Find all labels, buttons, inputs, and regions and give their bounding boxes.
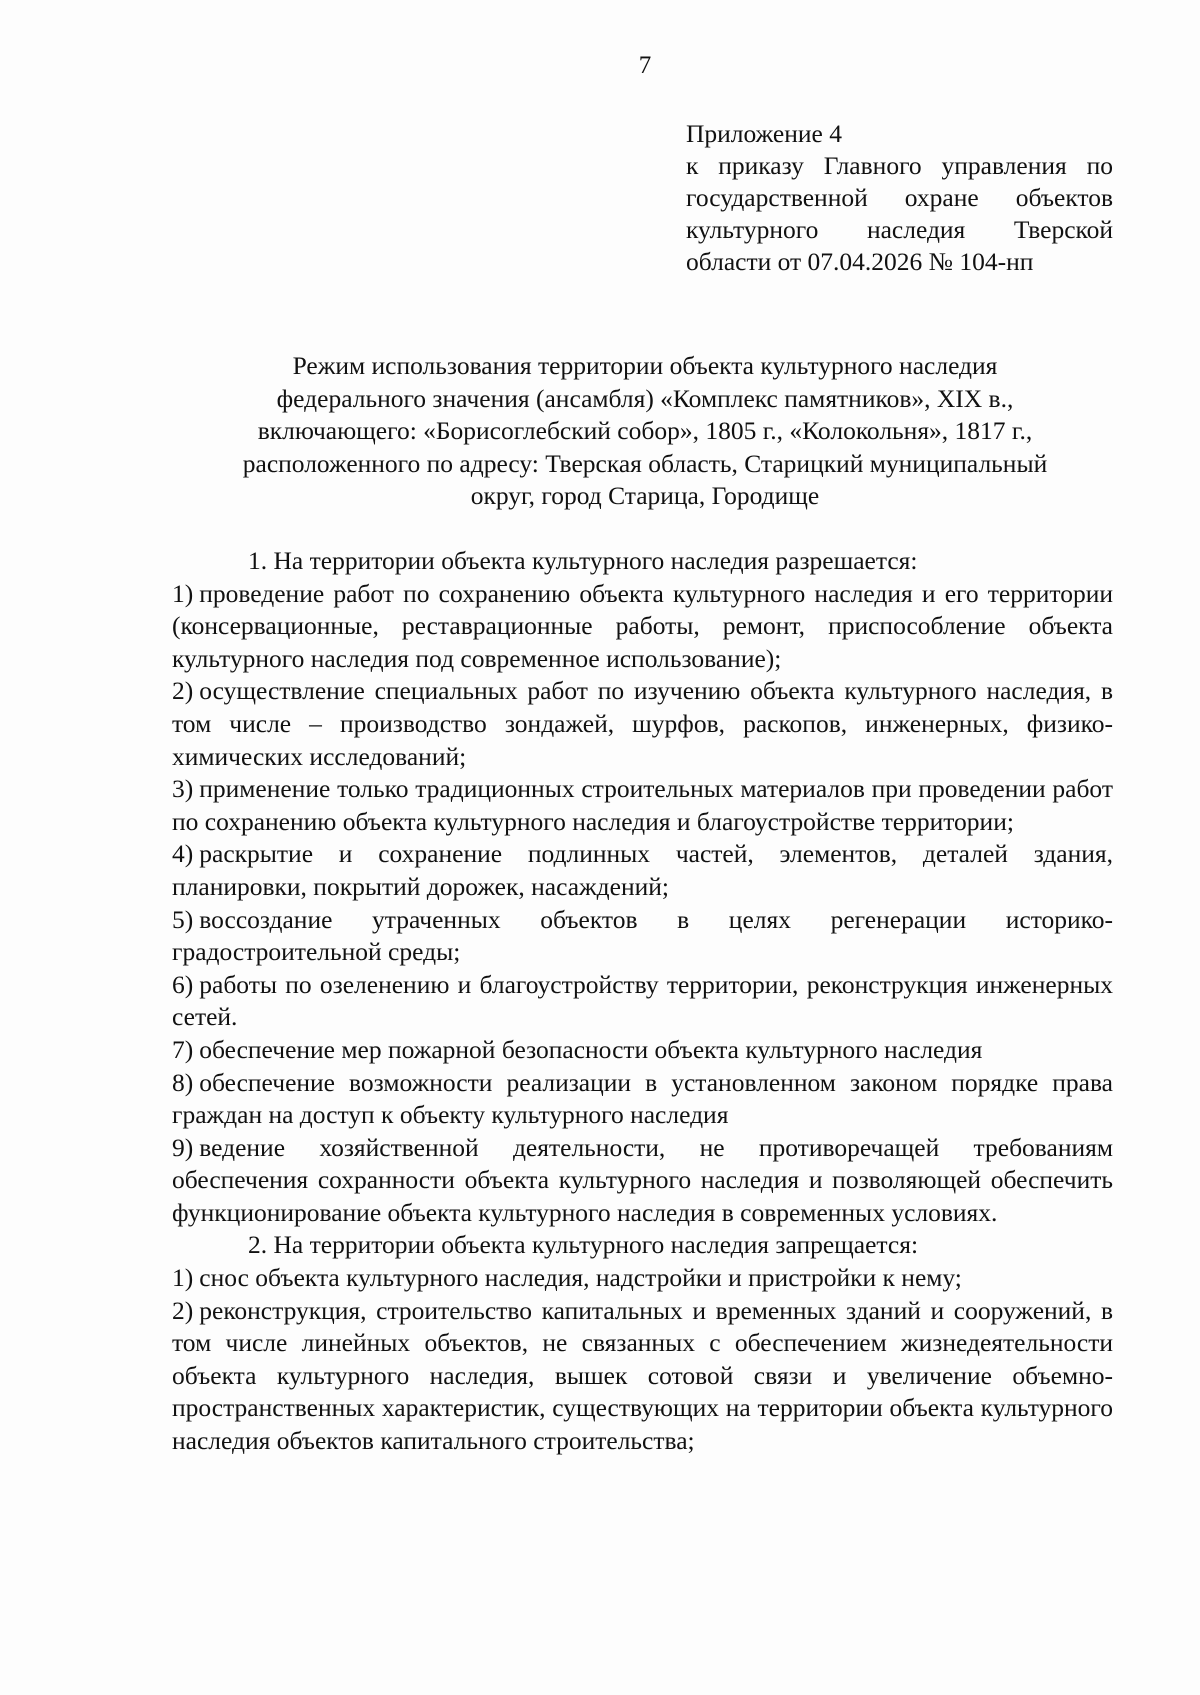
item-text: осуществление специальных работ по изучению объекта культурного наследия, в том числе – производство зондажей, шурфов, раскопов, инженерных, физико-химических исследований;	[172, 676, 1113, 771]
title-line: расположенного по адресу: Тверская область, Старицкий муниципальный	[242, 448, 1048, 478]
section-heading: 2. На территории объекта культурного наследия запрещается:	[248, 1230, 919, 1260]
item-number: 9)	[172, 1132, 194, 1162]
appendix-line: Приложение 4	[686, 119, 842, 148]
item-number: 7)	[172, 1034, 194, 1064]
list-item	[172, 969, 1113, 1034]
item-text: снос объекта культурного наследия, надстройки и пристройки к нему;	[199, 1263, 962, 1293]
page-number: 7	[638, 52, 652, 79]
item-text: обеспечение мер пожарной безопасности объекта культурного наследия	[199, 1034, 983, 1064]
item-text: ведение хозяйственной деятельности, не противоречащей требованиям обеспечения сохранности объекта культурного наследия и позволяющей обеспечить функционирование объекта культурного наследия в современных условиях.	[172, 1132, 1113, 1227]
section-heading: 1. На территории объекта культурного наследия разрешается:	[248, 546, 918, 575]
appendix-line: культурного наследия Тверской	[686, 215, 1113, 244]
appendix-line: к приказу Главного управления по	[686, 151, 1113, 180]
item-text: раскрытие и сохранение подлинных частей, элементов, деталей здания, планировки, покрытий дорожек, насаждений;	[172, 839, 1113, 901]
item-text: реконструкция, строительство капитальных и временных зданий и сооружений, в том числе линейных объектов, не связанных с обеспечением жизнедеятельности объекта культурного наследия, вышек сотовой связи и увеличение объемно-пространственных характеристик, существующих на территории объекта культурного наследия объектов капитального строительства;	[172, 1295, 1113, 1456]
document-body	[172, 545, 1113, 1458]
list-item	[172, 1067, 1113, 1132]
list-item	[172, 1295, 1113, 1458]
list-item	[172, 1034, 1113, 1067]
item-text: обеспечение возможности реализации в установленном законом порядке права граждан на доступ к объекту культурного наследия	[172, 1067, 1113, 1130]
list-item	[172, 904, 1113, 969]
item-number: 1)	[172, 1263, 194, 1293]
item-number: 4)	[172, 839, 194, 869]
appendix-line: государственной охране объектов	[686, 183, 1113, 212]
title-line: включающего: «Борисоглебский собор», 1805 г., «Колокольня», 1817 г.,	[257, 416, 1033, 445]
item-number: 1)	[172, 578, 194, 608]
list-item	[172, 675, 1113, 773]
item-text: проведение работ по сохранению объекта культурного наследия и его территории (консервационные, реставрационные работы, ремонт, приспособление объекта культурного наследия под современное использование);	[172, 578, 1113, 673]
list-item	[172, 1132, 1113, 1230]
title-line: Режим использования территории объекта культурного наследия	[292, 351, 998, 380]
document-title	[170, 350, 1120, 513]
item-number: 2)	[172, 676, 194, 706]
item-text: применение только традиционных строительных материалов при проведении работ по сохранению объекта культурного наследия и благоустройстве территории;	[172, 774, 1113, 836]
item-text: воссоздание утраченных объектов в целях регенерации историко-градостроительной среды;	[172, 904, 1113, 967]
list-item	[172, 578, 1113, 676]
item-number: 2)	[172, 1295, 194, 1325]
item-number: 5)	[172, 904, 194, 934]
list-item	[172, 773, 1113, 838]
title-line: округ, город Старица, Городище	[470, 481, 820, 510]
item-number: 3)	[172, 774, 194, 804]
item-number: 6)	[172, 969, 194, 999]
appendix-line: области от 07.04.2026 № 104-нп	[686, 247, 1034, 276]
list-item	[172, 1262, 1113, 1295]
list-item	[172, 838, 1113, 903]
item-text: работы по озеленению и благоустройству территории, реконструкция инженерных сетей.	[172, 969, 1113, 1032]
title-line: федерального значения (ансамбля) «Комплекс памятников», XIX в.,	[276, 383, 1014, 413]
item-number: 8)	[172, 1067, 194, 1097]
appendix-header	[686, 118, 1113, 278]
